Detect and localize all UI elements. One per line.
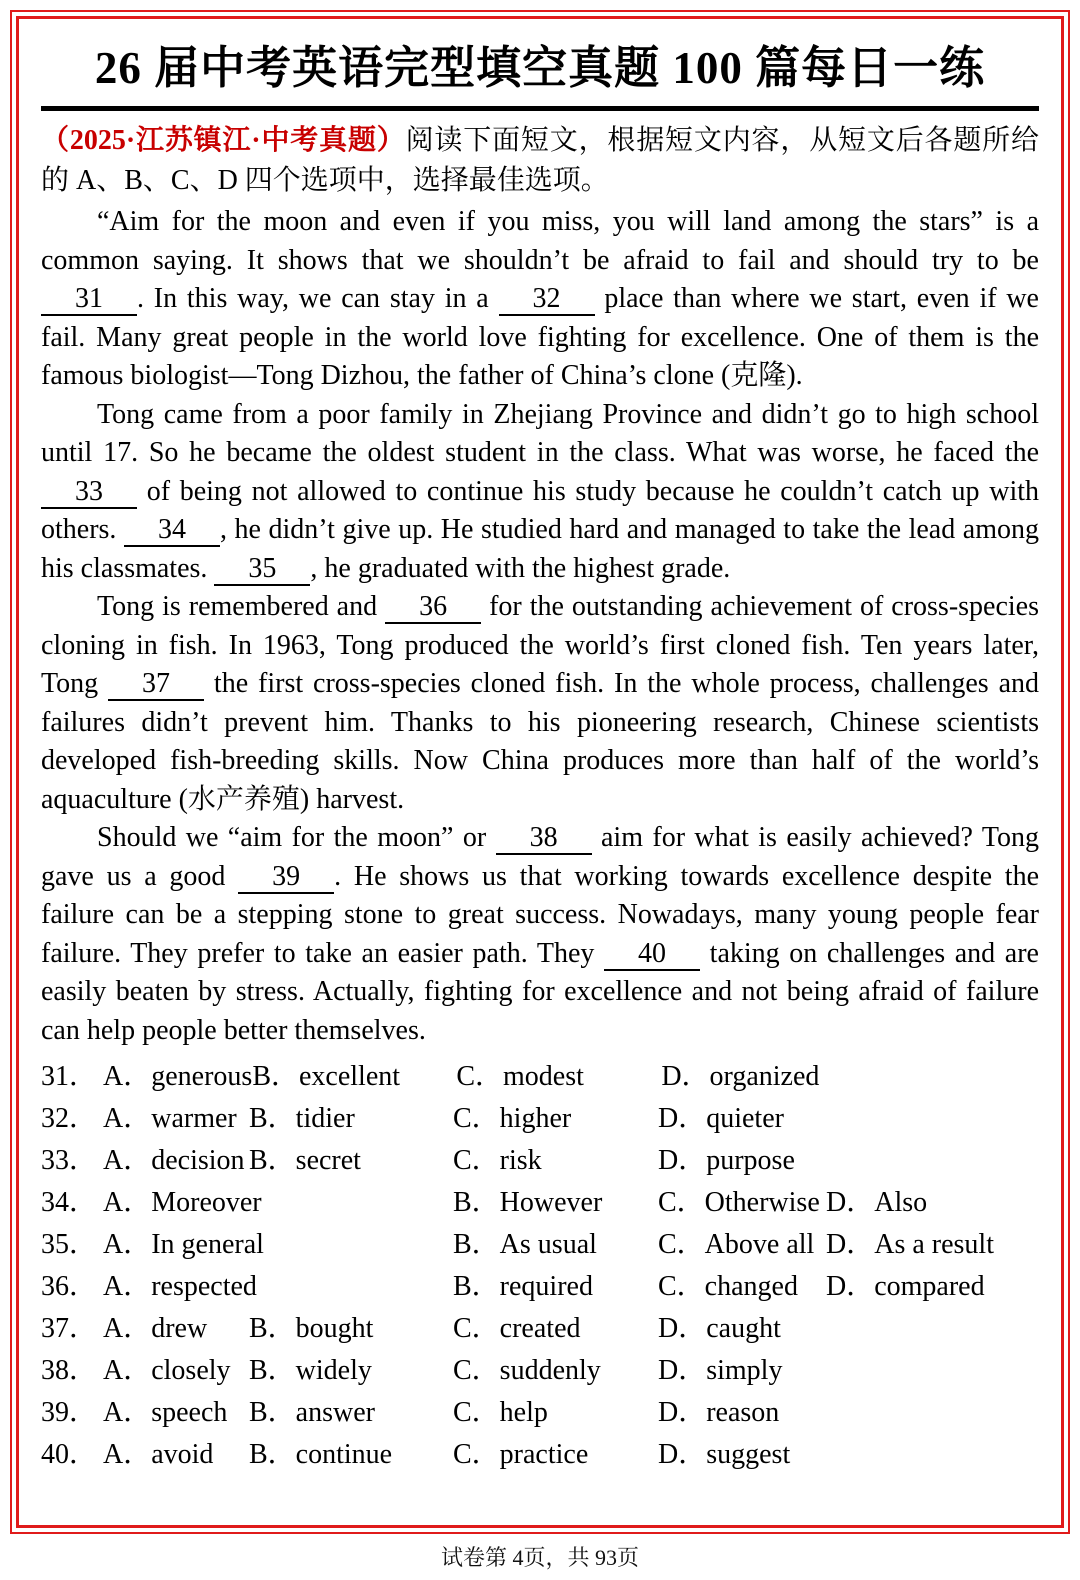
question-number: 34． bbox=[41, 1187, 98, 1218]
question-number: 33． bbox=[41, 1145, 98, 1176]
question-row-33 bbox=[41, 1140, 1039, 1182]
question-number: 31． bbox=[41, 1061, 98, 1092]
question-31-option-B: B．excellent bbox=[252, 1061, 401, 1092]
cloze-blank-32: 32 bbox=[499, 284, 595, 316]
question-36-option-D: D．compared bbox=[826, 1271, 985, 1302]
question-32-option-C: C．higher bbox=[453, 1103, 572, 1134]
question-34-option-B: B．However bbox=[453, 1187, 603, 1218]
question-row-38 bbox=[41, 1350, 1039, 1392]
question-38-option-A: A．closely bbox=[103, 1355, 231, 1386]
question-row-37 bbox=[41, 1308, 1039, 1350]
question-number: 40． bbox=[41, 1439, 98, 1470]
question-33-option-B: B．secret bbox=[249, 1145, 361, 1176]
passage-paragraph: Should we “aim for the moon” or 38 aim for what is easily achieved? Tong gave us a good 39 . He shows us that working towards excellence despite the failure can be a stepping stone to great success. Nowadays, many young people fear failure. They prefer to take an easier path. They 40 taking on challenges and are easily beaten by stress. Actually, fighting for excellence and not being afraid of failure can help people better themselves. bbox=[41, 822, 1039, 1046]
question-33-option-D: D．purpose bbox=[658, 1145, 795, 1176]
question-37-option-C: C．created bbox=[453, 1313, 581, 1344]
question-row-35 bbox=[41, 1224, 1039, 1266]
question-37-option-A: A．drew bbox=[103, 1313, 208, 1344]
question-36-option-A: A．respected bbox=[103, 1271, 257, 1302]
page-title: 26 届中考英语完型填空真题 100 篇每日一练 bbox=[41, 31, 1039, 111]
question-31-option-C: C．modest bbox=[456, 1061, 584, 1092]
page-number-text: 试卷第 4页，共 93页 bbox=[440, 1545, 639, 1570]
cloze-blank-34: 34 bbox=[124, 515, 220, 547]
question-row-39 bbox=[41, 1392, 1039, 1434]
question-number: 36． bbox=[41, 1271, 98, 1302]
question-number: 39． bbox=[41, 1397, 98, 1428]
exam-source-tag: （2025·江苏镇江·中考真题） bbox=[41, 125, 406, 156]
question-34-option-C: C．Otherwise bbox=[658, 1187, 820, 1218]
question-38-option-C: C．suddenly bbox=[453, 1355, 601, 1386]
passage-paragraph: “Aim for the moon and even if you miss, you will land among the stars” is a common saying. It shows that we shouldn’t be afraid to fail and should try to be 31 . In this way, we can stay in a 32 place than where we start, even if we fail. Many great people in the world love fighting for excellence. One of them is the famous biologist—Tong Dizhou, the father of China’s clone (克隆). bbox=[41, 206, 1039, 391]
exam-instructions bbox=[41, 121, 1039, 201]
question-35-option-B: B．As usual bbox=[453, 1229, 597, 1260]
page-border-outer bbox=[10, 10, 1070, 1534]
question-row-32 bbox=[41, 1098, 1039, 1140]
question-33-option-C: C．risk bbox=[453, 1145, 542, 1176]
question-row-36 bbox=[41, 1266, 1039, 1308]
question-row-34 bbox=[41, 1182, 1039, 1224]
question-35-option-A: A．In general bbox=[103, 1229, 264, 1260]
question-40-option-C: C．practice bbox=[453, 1439, 589, 1470]
cloze-blank-35: 35 bbox=[214, 554, 310, 586]
question-number: 38． bbox=[41, 1355, 98, 1386]
question-list bbox=[41, 1056, 1039, 1476]
cloze-blank-36: 36 bbox=[385, 592, 481, 624]
question-35-option-C: C．Above all bbox=[658, 1229, 815, 1260]
page-content bbox=[19, 19, 1061, 1525]
question-39-option-D: D．reason bbox=[658, 1397, 780, 1428]
question-39-option-C: C．help bbox=[453, 1397, 548, 1428]
cloze-blank-33: 33 bbox=[41, 477, 137, 509]
question-40-option-D: D．suggest bbox=[658, 1439, 791, 1470]
question-36-option-B: B．required bbox=[453, 1271, 593, 1302]
question-31-option-A: A．generous bbox=[103, 1061, 253, 1092]
passage-paragraph: Tong came from a poor family in Zhejiang Province and didn’t go to high school until 17. So he became the oldest student in the class. What was worse, he faced the 33 of being not allowed to continue his study because he couldn’t catch up with others. 34 , he didn’t give up. He studied hard and managed to take the lead among his classmates. 35 , he graduated with the highest grade. bbox=[41, 398, 1039, 584]
question-34-option-A: A．Moreover bbox=[103, 1187, 262, 1218]
cloze-blank-31: 31 bbox=[41, 284, 137, 316]
question-number: 35． bbox=[41, 1229, 98, 1260]
question-35-option-D: D．As a result bbox=[826, 1229, 994, 1260]
page-border-inner bbox=[16, 16, 1064, 1528]
cloze-blank-39: 39 bbox=[238, 862, 334, 894]
question-32-option-A: A．warmer bbox=[103, 1103, 237, 1134]
question-36-option-C: C．changed bbox=[658, 1271, 798, 1302]
passage-paragraph: Tong is remembered and 36 for the outstanding achievement of cross-species cloning in fish. In 1963, Tong produced the world’s first cloned fish. Ten years later, Tong 37 the first cross-species cloned fish. In the whole process, challenges and failures didn’t prevent him. Thanks to his pioneering research, Chinese scientists developed fish-breeding skills. Now China produces more than half of the world’s aquaculture (水产养殖) harvest. bbox=[41, 591, 1040, 815]
question-row-31 bbox=[41, 1056, 1039, 1098]
question-33-option-A: A．decision bbox=[103, 1145, 245, 1176]
question-40-option-A: A．avoid bbox=[103, 1439, 214, 1470]
question-39-option-A: A．speech bbox=[103, 1397, 228, 1428]
question-38-option-D: D．simply bbox=[658, 1355, 783, 1386]
question-number: 37． bbox=[41, 1313, 98, 1344]
cloze-blank-40: 40 bbox=[604, 939, 700, 971]
cloze-blank-37: 37 bbox=[108, 669, 204, 701]
question-34-option-D: D．Also bbox=[826, 1187, 928, 1218]
question-number: 32． bbox=[41, 1103, 98, 1134]
cloze-passage bbox=[41, 203, 1039, 1050]
cloze-blank-38: 38 bbox=[496, 823, 592, 855]
question-row-40 bbox=[41, 1434, 1039, 1476]
question-37-option-B: B．bought bbox=[249, 1313, 374, 1344]
question-31-option-D: D．organized bbox=[661, 1061, 820, 1092]
question-37-option-D: D．caught bbox=[658, 1313, 781, 1344]
page-footer bbox=[0, 1541, 1080, 1572]
question-40-option-B: B．continue bbox=[249, 1439, 393, 1470]
instructions-text: 阅读下面短文，根据短文内容，从短文后各题所给的 A、B、C、D 四个选项中，选择最佳选项。 bbox=[41, 125, 1039, 196]
question-32-option-D: D．quieter bbox=[658, 1103, 784, 1134]
question-38-option-B: B．widely bbox=[249, 1355, 372, 1386]
question-32-option-B: B．tidier bbox=[249, 1103, 355, 1134]
question-39-option-B: B．answer bbox=[249, 1397, 375, 1428]
